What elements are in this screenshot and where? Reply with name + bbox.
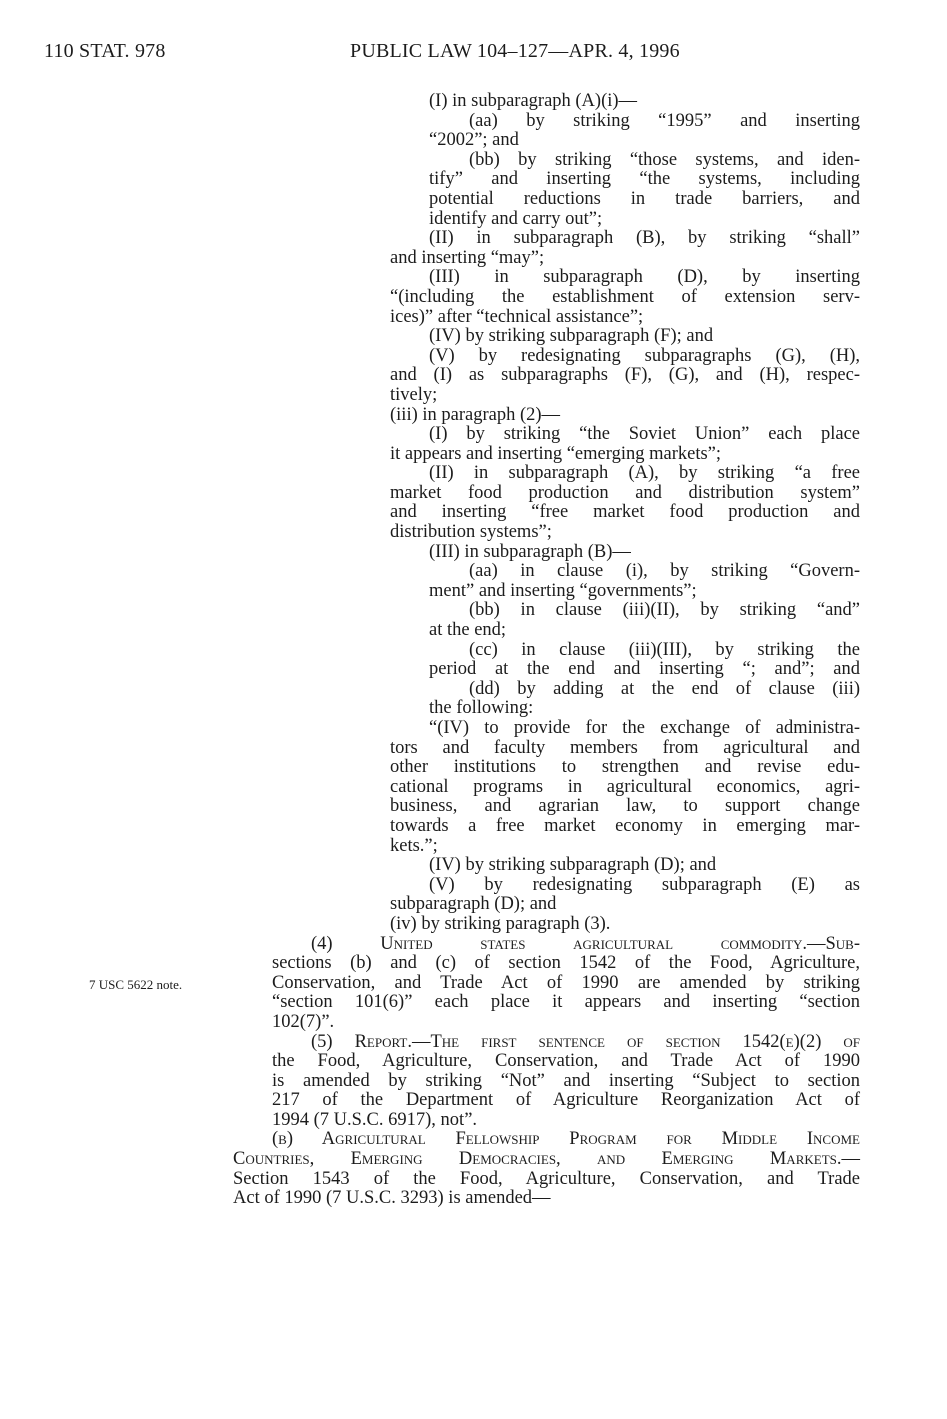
text-line: (IV) by striking subparagraph (F); and — [429, 326, 714, 347]
text-line: tors and faculty members from agricultural and — [390, 737, 860, 758]
text-line: ices)” after “technical assistance”; — [390, 306, 644, 327]
text-line: subparagraph (D); and — [390, 894, 557, 915]
text-line: “(including the establishment of extension serv- — [390, 286, 860, 307]
text-line: it appears and inserting “emerging markets”; — [390, 443, 722, 464]
text-line: (IV) by striking subparagraph (D); and — [429, 855, 717, 876]
text-line: at the end; — [429, 620, 507, 641]
text-line: market food production and distribution system” — [390, 482, 860, 503]
text-line: (iii) in paragraph (2)— — [390, 404, 561, 425]
text-line: the following: — [429, 698, 534, 719]
text-line: ment” and inserting “governments”; — [429, 580, 697, 601]
subsection-heading: (5) Report.—The first sentence of section 1542(e)(2) of — [311, 1031, 860, 1052]
text-line: is amended by striking “Not” and inserting “Subject to section — [272, 1070, 860, 1091]
text-line: other institutions to strengthen and revise edu- — [390, 757, 860, 778]
text-line: tify” and inserting “the systems, including — [429, 169, 860, 190]
text-line: (iv) by striking paragraph (3). — [390, 913, 611, 934]
text-line: Act of 1990 (7 U.S.C. 3293) is amended— — [233, 1188, 551, 1209]
text-line: (I) in subparagraph (A)(i)— — [429, 91, 638, 111]
margin-note: 7 USC 5622 note. — [89, 977, 183, 992]
text-line: (bb) by striking “those systems, and iden- — [469, 149, 860, 170]
text-line: (aa) by striking “1995” and inserting — [469, 110, 860, 131]
section-heading: Countries, Emerging Democracies, and Emerging Markets.— — [233, 1149, 860, 1170]
text-line: “section 101(6)” each place it appears and inserting “section — [272, 992, 860, 1013]
text-line: (V) by redesignating subparagraph (E) as — [429, 874, 860, 895]
text-line: (V) by redesignating subparagraphs (G), (H), — [429, 345, 860, 366]
text-line: period at the end and inserting “; and”; and — [429, 659, 860, 680]
page-stat-number: 110 STAT. 978 — [44, 40, 166, 62]
running-head: PUBLIC LAW 104–127—APR. 4, 1996 — [350, 40, 680, 62]
statute-text — [0, 92, 947, 1209]
text-line: kets.”; — [390, 835, 438, 856]
text-line: distribution systems”; — [390, 522, 552, 543]
text-line: business, and agrarian law, to support change — [390, 796, 860, 817]
text-line: (cc) in clause (iii)(III), by striking the — [469, 639, 860, 660]
text-line: (I) by striking “the Soviet Union” each place — [429, 424, 860, 445]
text-line: the Food, Agriculture, Conservation, and Trade Act of 1990 — [272, 1051, 860, 1072]
text-line: and inserting “free market food production and — [390, 502, 860, 523]
text-line: (dd) by adding at the end of clause (iii) — [469, 678, 860, 699]
text-line: tively; — [390, 384, 438, 405]
text-line: identify and carry out”; — [429, 208, 603, 229]
text-line: “(IV) to provide for the exchange of administra- — [429, 718, 860, 738]
subsection-heading: (4) United states agricultural commodity.—Sub- — [311, 933, 860, 954]
text-line: “2002”; and — [429, 130, 519, 151]
text-line: and (I) as subparagraphs (F), (G), and (H), respec- — [390, 365, 860, 386]
text-line: 1994 (7 U.S.C. 6917), not”. — [272, 1109, 478, 1130]
text-line: (II) in subparagraph (A), by striking “a free — [429, 463, 860, 484]
text-line: sections (b) and (c) of section 1542 of the Food, Agriculture, — [272, 953, 860, 974]
text-line: (III) in subparagraph (D), by inserting — [429, 267, 860, 288]
text-line: (bb) in clause (iii)(II), by striking “and” — [469, 600, 860, 621]
text-line: (III) in subparagraph (B)— — [429, 541, 631, 562]
text-line: 102(7)”. — [272, 1011, 335, 1032]
text-line: towards a free market economy in emerging mar- — [390, 815, 860, 836]
text-line: potential reductions in trade barriers, and — [429, 188, 860, 209]
text-line: (II) in subparagraph (B), by striking “shall” — [429, 228, 860, 249]
text-line: 217 of the Department of Agriculture Reorganization Act of — [272, 1090, 860, 1111]
text-line: and inserting “may”; — [390, 247, 545, 268]
text-line: (aa) in clause (i), by striking “Govern- — [469, 561, 860, 582]
section-heading: (b) Agricultural Fellowship Program for Middle Income — [272, 1129, 860, 1150]
text-line: cational programs in agricultural economics, agri- — [390, 776, 860, 797]
text-line: Section 1543 of the Food, Agriculture, Conservation, and Trade — [233, 1168, 860, 1189]
text-line: Conservation, and Trade Act of 1990 are amended by striking — [272, 972, 860, 993]
